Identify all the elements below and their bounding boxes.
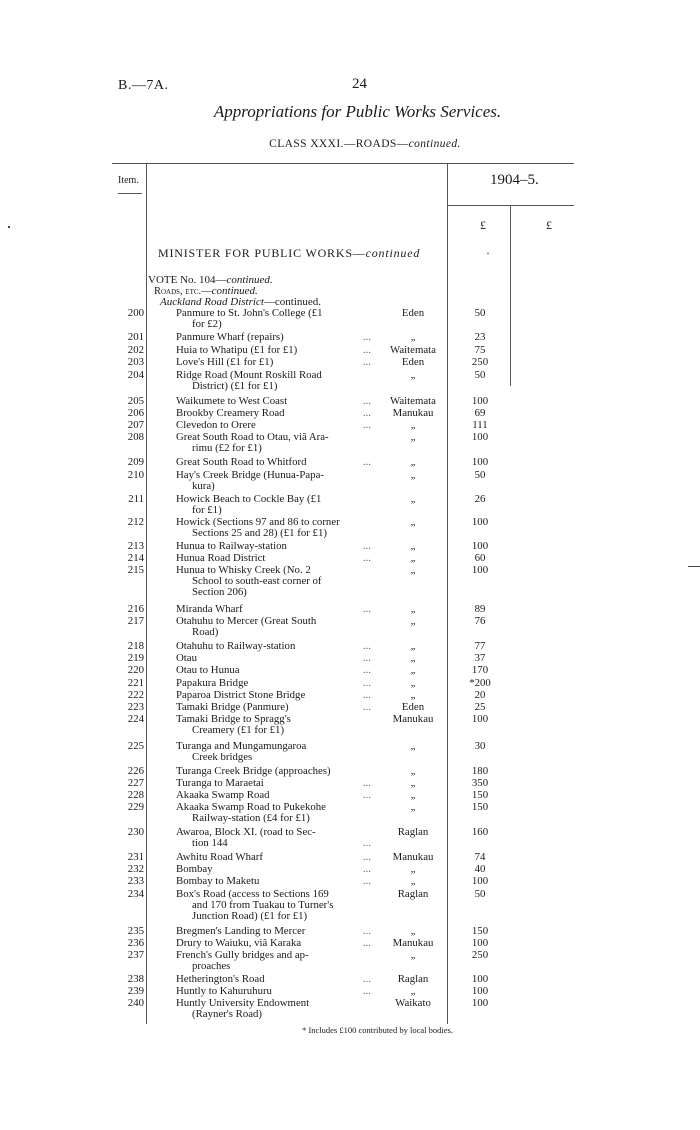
description-line: Panmure to St. John's College (£1 xyxy=(176,307,323,319)
item-number: 217 xyxy=(127,615,144,627)
description-line: Great South Road to Whitford xyxy=(176,456,307,468)
item-description xyxy=(176,517,366,539)
description-line: Otau xyxy=(176,652,197,664)
minister-heading-prefix: MINISTER FOR PUBLIC WORKS— xyxy=(158,246,366,260)
item-column-header: Item. xyxy=(118,175,139,186)
description-line: Hunua to Railway-station xyxy=(176,540,287,552)
description-continuation: Creamery (£1 for £1) xyxy=(192,724,285,736)
item-number: 218 xyxy=(127,640,144,652)
description-continuation: Section 206) xyxy=(192,586,247,598)
amount: 100 xyxy=(471,973,489,985)
item-description xyxy=(176,420,366,431)
amount: 40 xyxy=(474,863,486,875)
amount: 160 xyxy=(471,826,489,838)
item-number: 237 xyxy=(127,949,144,961)
leader-dots: ... xyxy=(362,701,371,713)
item-description xyxy=(176,998,366,1020)
year-column-header: 1904–5. xyxy=(490,172,539,188)
item-number: 201 xyxy=(127,331,144,343)
item-number: 235 xyxy=(127,925,144,937)
electorate: Raglan xyxy=(397,973,429,985)
class-heading-suffix: continued. xyxy=(408,138,461,150)
leader-dots: ... xyxy=(362,395,371,407)
electorate: „ xyxy=(410,949,416,961)
item-description xyxy=(176,802,366,824)
amount: 89 xyxy=(474,603,486,615)
leader-dots: ... xyxy=(362,664,371,676)
item-number: 212 xyxy=(127,516,144,528)
item-number: 215 xyxy=(127,564,144,576)
description-continuation: for £2) xyxy=(192,318,222,330)
amount-column-divider xyxy=(510,206,511,386)
description-line: Bombay xyxy=(176,863,213,875)
description-line: Drury to Waiuku, viâ Karaka xyxy=(176,937,302,949)
amount: 30 xyxy=(474,740,486,752)
description-continuation: proaches xyxy=(192,960,231,972)
description-continuation: Sections 25 and 28) (£1 for £1) xyxy=(192,527,327,539)
item-description xyxy=(176,565,366,598)
item-header-underline xyxy=(118,193,142,194)
item-description xyxy=(176,641,366,652)
description-line: Otahuhu to Railway-station xyxy=(176,640,296,652)
item-number: 229 xyxy=(127,801,144,813)
amount: 180 xyxy=(471,765,489,777)
item-number: 221 xyxy=(127,677,144,689)
amount: 69 xyxy=(474,407,486,419)
electorate: „ xyxy=(410,493,416,505)
amount: 250 xyxy=(471,949,489,961)
electorate: „ xyxy=(410,469,416,481)
electorate: „ xyxy=(410,689,416,701)
amount: 150 xyxy=(471,789,489,801)
electorate: „ xyxy=(410,765,416,777)
description-line: Brookby Creamery Road xyxy=(176,407,285,419)
item-number: 216 xyxy=(127,603,144,615)
amount: 100 xyxy=(471,456,489,468)
description-line: Bombay to Maketu xyxy=(176,875,260,887)
pound-symbol-col2: £ xyxy=(546,218,552,232)
item-number: 232 xyxy=(127,863,144,875)
item-number: 231 xyxy=(127,851,144,863)
item-number: 238 xyxy=(127,973,144,985)
item-number: 206 xyxy=(127,407,144,419)
item-description xyxy=(176,714,366,736)
amount: 60 xyxy=(474,552,486,564)
electorate: „ xyxy=(410,516,416,528)
item-number: 220 xyxy=(127,664,144,676)
page-number: 24 xyxy=(352,76,367,92)
district-heading-prefix: Auckland Road District xyxy=(160,296,264,308)
leader-dots: ... xyxy=(362,973,371,985)
leader-dots: ... xyxy=(362,344,371,356)
margin-mark-right xyxy=(688,566,700,567)
item-description xyxy=(176,541,366,552)
item-number: 239 xyxy=(127,985,144,997)
amount: 250 xyxy=(471,356,489,368)
electorate: „ xyxy=(410,801,416,813)
electorate: „ xyxy=(410,863,416,875)
item-description xyxy=(176,702,366,713)
electorate: „ xyxy=(410,540,416,552)
amount: 100 xyxy=(471,937,489,949)
electorate: „ xyxy=(410,331,416,343)
item-number: 202 xyxy=(127,344,144,356)
amount: 50 xyxy=(474,307,486,319)
leader-dots: ... xyxy=(362,851,371,863)
item-description xyxy=(176,616,366,638)
leader-dots: ... xyxy=(362,640,371,652)
table-top-rule xyxy=(112,163,574,164)
description-line: Otahuhu to Mercer (Great South xyxy=(176,615,317,627)
item-number: 213 xyxy=(127,540,144,552)
amount: 74 xyxy=(474,851,486,863)
electorate: „ xyxy=(410,875,416,887)
description-line: Turanga to Maraetai xyxy=(176,777,264,789)
item-number: 225 xyxy=(127,740,144,752)
electorate: Raglan xyxy=(397,826,429,838)
item-description xyxy=(176,938,366,949)
item-description xyxy=(176,396,366,407)
electorate: Manukau xyxy=(392,407,434,419)
year-header-bottom-rule xyxy=(448,205,574,206)
item-number: 240 xyxy=(127,997,144,1009)
description-line: Hetherington's Road xyxy=(176,973,265,985)
description-line: Akaaka Swamp Road xyxy=(176,789,270,801)
description-line: Huntly University Endowment xyxy=(176,997,310,1009)
description-line: Turanga Creek Bridge (approaches) xyxy=(176,765,331,777)
leader-dots: ... xyxy=(362,837,371,849)
item-description xyxy=(176,653,366,664)
item-number: 236 xyxy=(127,937,144,949)
item-description xyxy=(176,690,366,701)
description-continuation: rimu (£2 for £1) xyxy=(192,442,262,454)
leader-dots: ... xyxy=(362,552,371,564)
item-description xyxy=(176,950,366,972)
description-continuation: tion 144 xyxy=(192,837,228,849)
amount: 50 xyxy=(474,469,486,481)
description-continuation: District) (£1 for £1) xyxy=(192,380,278,392)
description-line: Huia to Whatipu (£1 for £1) xyxy=(176,344,298,356)
description-line: Miranda Wharf xyxy=(176,603,243,615)
amount: 100 xyxy=(471,395,489,407)
item-number: 203 xyxy=(127,356,144,368)
item-description xyxy=(176,553,366,564)
description-continuation: Railway-station (£4 for £1) xyxy=(192,812,310,824)
item-number: 207 xyxy=(127,419,144,431)
minister-heading xyxy=(158,246,420,261)
item-description xyxy=(176,889,366,922)
description-line: Hunua to Whisky Creek (No. 2 xyxy=(176,564,311,576)
item-description xyxy=(176,864,366,875)
margin-mark-left xyxy=(8,226,10,228)
description-line: Panmure Wharf (repairs) xyxy=(176,331,284,343)
leader-dots: ... xyxy=(362,456,371,468)
description-line: Tamaki Bridge to Spragg's xyxy=(176,713,291,725)
description-line: Love's Hill (£1 for £1) xyxy=(176,356,274,368)
item-description xyxy=(176,741,366,763)
electorate: „ xyxy=(410,664,416,676)
item-number: 223 xyxy=(127,701,144,713)
description-line: Akaaka Swamp Road to Pukekohe xyxy=(176,801,326,813)
item-number: 228 xyxy=(127,789,144,801)
page-title-text: Appropriations for Public Works Services. xyxy=(213,102,502,121)
item-number: 230 xyxy=(127,826,144,838)
item-description xyxy=(176,604,366,615)
electorate: „ xyxy=(410,652,416,664)
amount: 100 xyxy=(471,875,489,887)
electorate: „ xyxy=(410,985,416,997)
item-description xyxy=(176,494,366,516)
leader-dots: ... xyxy=(362,937,371,949)
item-description xyxy=(176,665,366,676)
item-number: 210 xyxy=(127,469,144,481)
description-line: Awaroa, Block XI. (road to Sec- xyxy=(176,826,316,838)
description-line: Bregmen's Landing to Mercer xyxy=(176,925,306,937)
roads-heading-suffix: continued. xyxy=(211,285,258,297)
description-line: Hay's Creek Bridge (Hunua-Papa- xyxy=(176,469,324,481)
amount: 100 xyxy=(471,540,489,552)
item-number: 211 xyxy=(128,493,144,505)
item-number: 222 xyxy=(127,689,144,701)
amount: 100 xyxy=(471,516,489,528)
description-line: Howick Beach to Cockle Bay (£1 xyxy=(176,493,322,505)
amount: 350 xyxy=(471,777,489,789)
electorate: „ xyxy=(410,564,416,576)
description-line: Great South Road to Otau, viâ Ara- xyxy=(176,431,329,443)
district-heading-suffix: —continued. xyxy=(263,296,322,308)
description-line: Papakura Bridge xyxy=(176,677,249,689)
amount: 111 xyxy=(472,419,488,431)
item-description xyxy=(176,974,366,985)
amount: 100 xyxy=(471,431,489,443)
item-description xyxy=(176,926,366,937)
item-description xyxy=(176,852,366,863)
item-number: 208 xyxy=(127,431,144,443)
electorate: Raglan xyxy=(397,888,429,900)
description-continuation: Road) xyxy=(192,626,219,638)
leader-dots: ... xyxy=(362,777,371,789)
leader-dots: ... xyxy=(362,540,371,552)
item-number: 226 xyxy=(127,765,144,777)
amount: 100 xyxy=(471,985,489,997)
leader-dots: ... xyxy=(362,652,371,664)
amount: 50 xyxy=(474,369,486,381)
description-line: Clevedon to Orere xyxy=(176,419,256,431)
item-description xyxy=(176,790,366,801)
item-number: 224 xyxy=(127,713,144,725)
item-description xyxy=(176,986,366,997)
item-description xyxy=(176,357,366,368)
page-title xyxy=(0,102,700,122)
amount: 170 xyxy=(471,664,489,676)
vote-heading-prefix: VOTE No. 104— xyxy=(148,274,227,286)
electorate: „ xyxy=(410,419,416,431)
amount: 150 xyxy=(471,801,489,813)
description-line: Hunua Road District xyxy=(176,552,266,564)
item-number: 234 xyxy=(127,888,144,900)
item-description xyxy=(176,470,366,492)
item-column-right-rule xyxy=(146,164,147,1024)
amount: *200 xyxy=(469,677,491,689)
item-description xyxy=(176,408,366,419)
amount: 76 xyxy=(474,615,486,627)
document-code: B.—7A. xyxy=(118,78,169,93)
electorate: „ xyxy=(410,603,416,615)
leader-dots: ... xyxy=(362,925,371,937)
description-line: Paparoa District Stone Bridge xyxy=(176,689,306,701)
item-description xyxy=(176,370,366,392)
electorate: Eden xyxy=(401,356,425,368)
item-number: 200 xyxy=(127,307,144,319)
leader-dots: ... xyxy=(362,863,371,875)
description-line: Turanga and Mungamungaroa xyxy=(176,740,307,752)
amount: 100 xyxy=(471,997,489,1009)
item-description xyxy=(176,678,366,689)
amount: 77 xyxy=(474,640,486,652)
electorate: „ xyxy=(410,640,416,652)
description-line: French's Gully bridges and ap- xyxy=(176,949,309,961)
description-continuation: School to south-east corner of xyxy=(192,575,322,587)
description-continuation: and 170 from Tuakau to Turner's xyxy=(192,899,334,911)
amount: 20 xyxy=(474,689,486,701)
footnote: * Includes £100 contributed by local bodies. xyxy=(302,1025,453,1035)
electorate: „ xyxy=(410,369,416,381)
leader-dots: ... xyxy=(362,419,371,431)
description-line: Howick (Sections 97 and 86 to corner xyxy=(176,516,340,528)
electorate: „ xyxy=(410,777,416,789)
leader-dots: ... xyxy=(362,875,371,887)
leader-dots: ... xyxy=(362,603,371,615)
description-line: Awhitu Road Wharf xyxy=(176,851,263,863)
electorate: Waitemata xyxy=(390,344,436,356)
amount: 50 xyxy=(474,888,486,900)
item-description xyxy=(176,876,366,887)
description-continuation: for £1) xyxy=(192,504,222,516)
amount: 100 xyxy=(471,713,489,725)
amount: 23 xyxy=(474,331,486,343)
electorate: „ xyxy=(410,431,416,443)
electorate: Waikato xyxy=(395,997,431,1009)
item-number: 219 xyxy=(127,652,144,664)
leader-dots: ... xyxy=(362,689,371,701)
item-number: 205 xyxy=(127,395,144,407)
electorate: „ xyxy=(410,552,416,564)
dot-mark: · xyxy=(486,246,490,260)
roads-heading-prefix: Roads, etc.— xyxy=(154,286,212,297)
vote-heading-suffix: continued. xyxy=(226,274,273,286)
item-description xyxy=(176,827,366,849)
electorate: Manukau xyxy=(392,851,434,863)
amount: 37 xyxy=(474,652,486,664)
amount: 25 xyxy=(474,701,486,713)
description-line: Tamaki Bridge (Panmure) xyxy=(176,701,289,713)
leader-dots: ... xyxy=(362,789,371,801)
item-number: 233 xyxy=(127,875,144,887)
pound-symbol-col1: £ xyxy=(480,218,486,232)
item-description xyxy=(176,457,366,468)
item-number: 204 xyxy=(127,369,144,381)
electorate: Manukau xyxy=(392,937,434,949)
electorate: „ xyxy=(410,456,416,468)
item-number: 227 xyxy=(127,777,144,789)
description-continuation: (Rayner's Road) xyxy=(192,1008,263,1020)
leader-dots: ... xyxy=(362,677,371,689)
class-heading-prefix: CLASS XXXI.—ROADS— xyxy=(269,138,409,150)
description-continuation: kura) xyxy=(192,480,215,492)
electorate: Manukau xyxy=(392,713,434,725)
electorate: „ xyxy=(410,789,416,801)
item-description xyxy=(176,766,366,777)
minister-heading-suffix: continued xyxy=(365,246,421,260)
leader-dots: ... xyxy=(362,356,371,368)
item-number: 214 xyxy=(127,552,144,564)
item-description xyxy=(176,332,366,343)
item-description xyxy=(176,308,366,330)
electorate: Waitemata xyxy=(390,395,436,407)
electorate: Eden xyxy=(401,307,425,319)
leader-dots: ... xyxy=(362,331,371,343)
description-line: Huntly to Kahuruhuru xyxy=(176,985,272,997)
amount: 100 xyxy=(471,564,489,576)
description-line: Ridge Road (Mount Roskill Road xyxy=(176,369,322,381)
electorate: „ xyxy=(410,615,416,627)
description-line: Otau to Hunua xyxy=(176,664,240,676)
description-line: Waikumete to West Coast xyxy=(176,395,288,407)
electorate: Eden xyxy=(401,701,425,713)
item-description xyxy=(176,432,366,454)
leader-dots: ... xyxy=(362,407,371,419)
amount: 26 xyxy=(474,493,486,505)
electorate: „ xyxy=(410,925,416,937)
electorate: „ xyxy=(410,740,416,752)
description-continuation: Junction Road) (£1 for £1) xyxy=(192,910,308,922)
class-heading xyxy=(0,138,700,150)
description-continuation: Creek bridges xyxy=(192,751,253,763)
leader-dots: ... xyxy=(362,985,371,997)
item-description xyxy=(176,345,366,356)
electorate: „ xyxy=(410,677,416,689)
item-number: 209 xyxy=(127,456,144,468)
description-line: Box's Road (access to Sections 169 xyxy=(176,888,329,900)
item-description xyxy=(176,778,366,789)
amount: 75 xyxy=(474,344,486,356)
amount: 150 xyxy=(471,925,489,937)
